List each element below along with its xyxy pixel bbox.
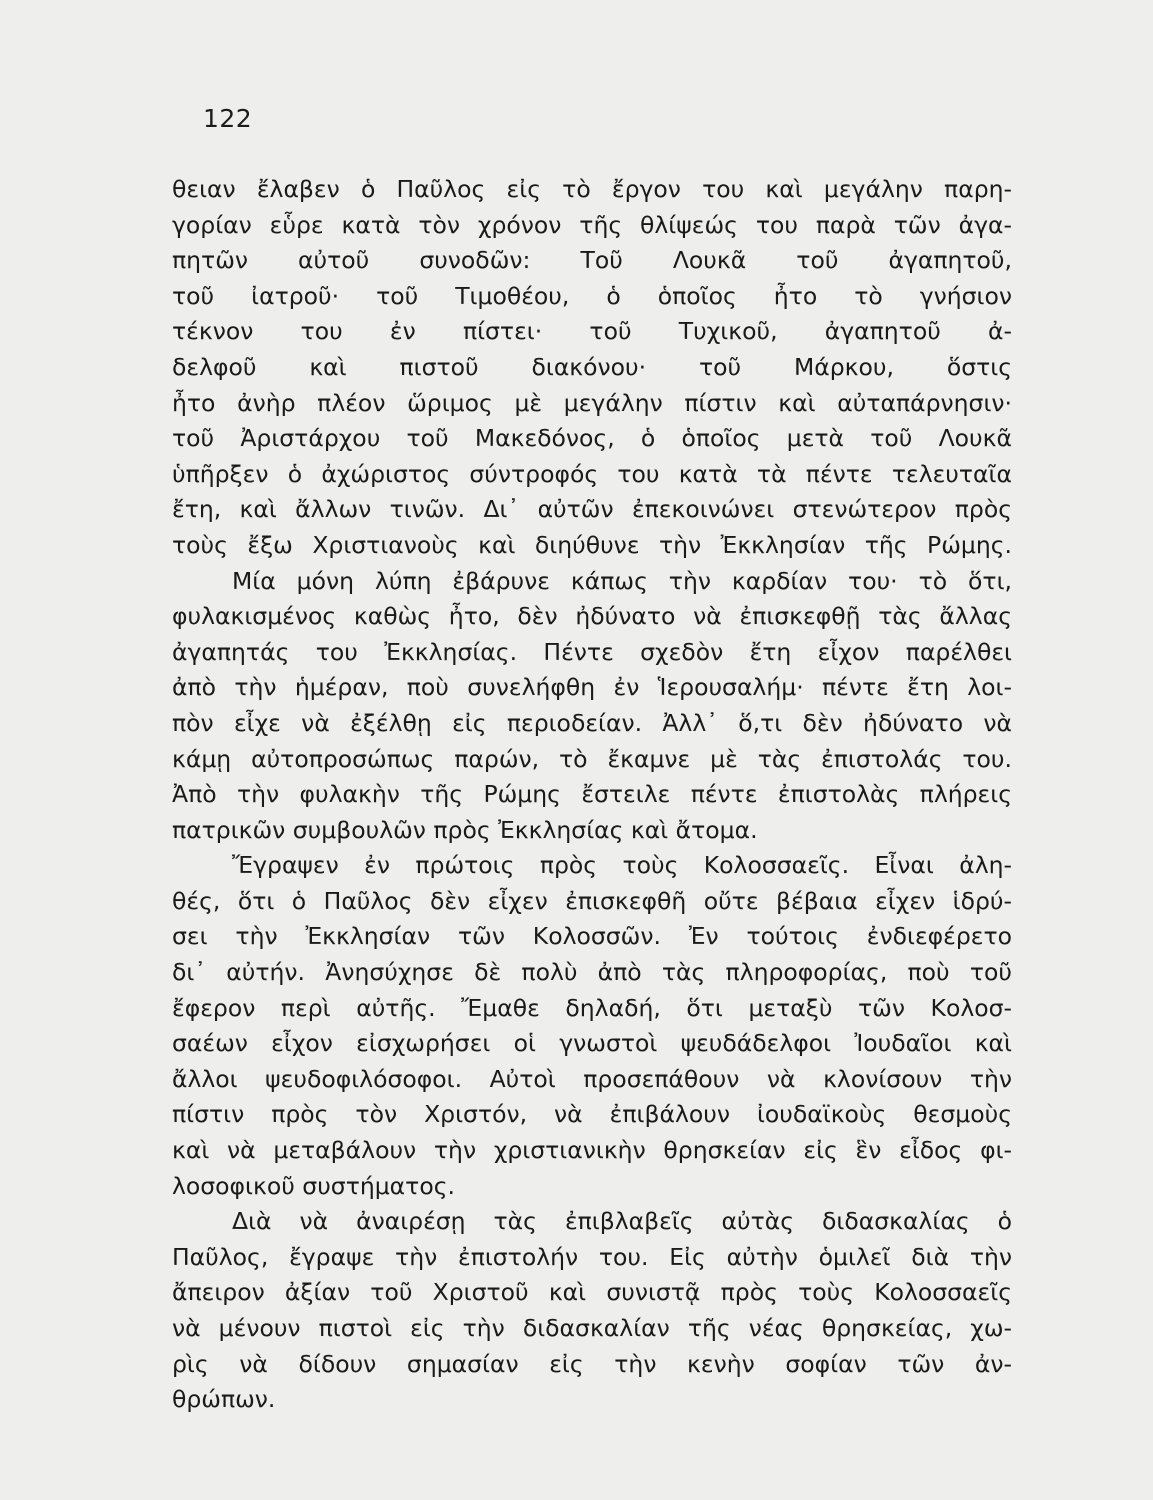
text-line: ἦτο ἀνὴρ πλέον ὥριμος μὲ μεγάλην πίστιν καὶ αὐταπάρνησιν· xyxy=(172,388,1012,417)
text-line: ἔτη, καὶ ἄλλων τινῶν. Δι᾿ αὐτῶν ἐπεκοινώνει στενώτερον πρὸς xyxy=(172,495,1012,524)
text-line: θειαν ἔλαβεν ὁ Παῦλος εἰς τὸ ἔργον του καὶ μεγάλην παρη- xyxy=(172,175,1012,203)
text-line: ρὶς νὰ δίδουν σημασίαν εἰς τὴν κενὴν σοφίαν τῶν ἀν- xyxy=(172,1349,1012,1378)
text-line: δι᾿ αὐτήν. Ἀνησύχησε δὲ πολὺ ἀπὸ τὰς πληροφορίας, ποὺ τοῦ xyxy=(172,958,1012,987)
text-line: Διὰ νὰ ἀναιρέσῃ τὰς ἐπιβλαβεῖς αὐτὰς διδασκαλίας ὁ xyxy=(232,1207,1012,1236)
text-line: πατρικῶν συμβουλῶν πρὸς Ἐκκλησίας καὶ ἄτομα. xyxy=(172,815,758,844)
text-line: τοῦ Ἀριστάρχου τοῦ Μακεδόνος, ὁ ὁποῖος μετὰ τοῦ Λουκᾶ xyxy=(172,424,1012,453)
text-line: ἄπειρον ἀξίαν τοῦ Χριστοῦ καὶ συνιστᾷ πρὸς τοὺς Κολοσσαεῖς xyxy=(172,1278,1012,1307)
text-line: Ἔγραψεν ἐν πρώτοις πρὸς τοὺς Κολοσσαεῖς. Εἶναι ἀλη- xyxy=(232,851,1012,880)
text-line: νὰ μένουν πιστοὶ εἰς τὴν διδασκαλίαν τῆς νέας θρησκείας, χω- xyxy=(172,1314,1012,1342)
text-line: δελφοῦ καὶ πιστοῦ διακόνου· τοῦ Μάρκου, ὅστις xyxy=(172,352,1012,381)
text-line: πὸν εἶχε νὰ ἐξέλθῃ εἰς περιοδείαν. Ἀλλ᾿ ὅ,τι δὲν ἠδύνατο νὰ xyxy=(172,708,1012,737)
text-line: ἀπὸ τὴν ἡμέραν, ποὺ συνελήφθη ἐν Ἱερουσαλήμ· πέντε ἔτη λοι- xyxy=(172,673,1012,702)
text-line: ἔφερον περὶ αὐτῆς. Ἔμαθε δηλαδή, ὅτι μεταξὺ τῶν Κολοσ- xyxy=(172,993,1012,1022)
text-line: σαέων εἶχον εἰσχωρήσει οἱ γνωστοὶ ψευδάδελφοι Ἰουδαῖοι καὶ xyxy=(172,1029,1012,1058)
text-line: γορίαν εὗρε κατὰ τὸν χρόνον τῆς θλίψεώς του παρὰ τῶν ἀγα- xyxy=(172,210,1012,239)
text-line: ἀγαπητάς του Ἐκκλησίας. Πέντε σχεδὸν ἔτη εἶχον παρέλθει xyxy=(172,637,1012,666)
text-line: πίστιν πρὸς τὸν Χριστόν, νὰ ἐπιβάλουν ἰουδαϊκοὺς θεσμοὺς xyxy=(172,1100,1012,1129)
text-line: τέκνον του ἐν πίστει· τοῦ Τυχικοῦ, ἀγαπητοῦ ἀ- xyxy=(172,317,1012,346)
text-line: Ἀπὸ τὴν φυλακὴν τῆς Ρώμης ἔστειλε πέντε ἐπιστολὰς πλήρεις xyxy=(172,780,1012,809)
text-line: θρώπων. xyxy=(172,1385,276,1414)
text-line: καὶ νὰ μεταβάλουν τὴν χριστιανικὴν θρησκείαν εἰς ἓν εἶδος φι- xyxy=(172,1136,1012,1165)
text-line: ἄλλοι ψευδοφιλόσοφοι. Αὐτοὶ προσεπάθουν νὰ κλονίσουν τὴν xyxy=(172,1064,1012,1093)
text-line: κάμῃ αὐτοπροσώπως παρών, τὸ ἔκαμνε μὲ τὰς ἐπιστολάς του. xyxy=(172,744,1012,773)
text-line: τοῦ ἰατροῦ· τοῦ Τιμοθέου, ὁ ὁποῖος ἦτο τὸ γνήσιον xyxy=(172,281,1012,310)
text-line: φυλακισμένος καθὼς ἦτο, δὲν ἠδύνατο νὰ ἐπισκεφθῇ τὰς ἄλλας xyxy=(172,602,1012,631)
page-number: 122 xyxy=(203,104,253,133)
text-line: Παῦλος, ἔγραψε τὴν ἐπιστολήν του. Εἰς αὐτὴν ὁμιλεῖ διὰ τὴν xyxy=(172,1242,1012,1271)
text-line: ὑπῆρξεν ὁ ἀχώριστος σύντροφός του κατὰ τὰ πέντε τελευταῖα xyxy=(172,459,1012,488)
text-line: πητῶν αὐτοῦ συνοδῶν: Τοῦ Λουκᾶ τοῦ ἀγαπητοῦ, xyxy=(172,246,1012,275)
body-text xyxy=(172,172,1012,1418)
text-line: τοὺς ἔξω Χριστιανοὺς καὶ διηύθυνε τὴν Ἐκκλησίαν τῆς Ρώμης. xyxy=(172,530,1012,559)
text-line: θές, ὅτι ὁ Παῦλος δὲν εἶχεν ἐπισκεφθῆ οὔτε βέβαια εἶχεν ἱδρύ- xyxy=(172,886,1012,915)
text-line: λοσοφικοῦ συστήματος. xyxy=(172,1171,455,1200)
text-line: σει τὴν Ἐκκλησίαν τῶν Κολοσσῶν. Ἐν τούτοις ἐνδιεφέρετο xyxy=(172,922,1012,951)
text-line: Μία μόνη λύπη ἐβάρυνε κάπως τὴν καρδίαν του· τὸ ὅτι, xyxy=(232,566,1012,595)
